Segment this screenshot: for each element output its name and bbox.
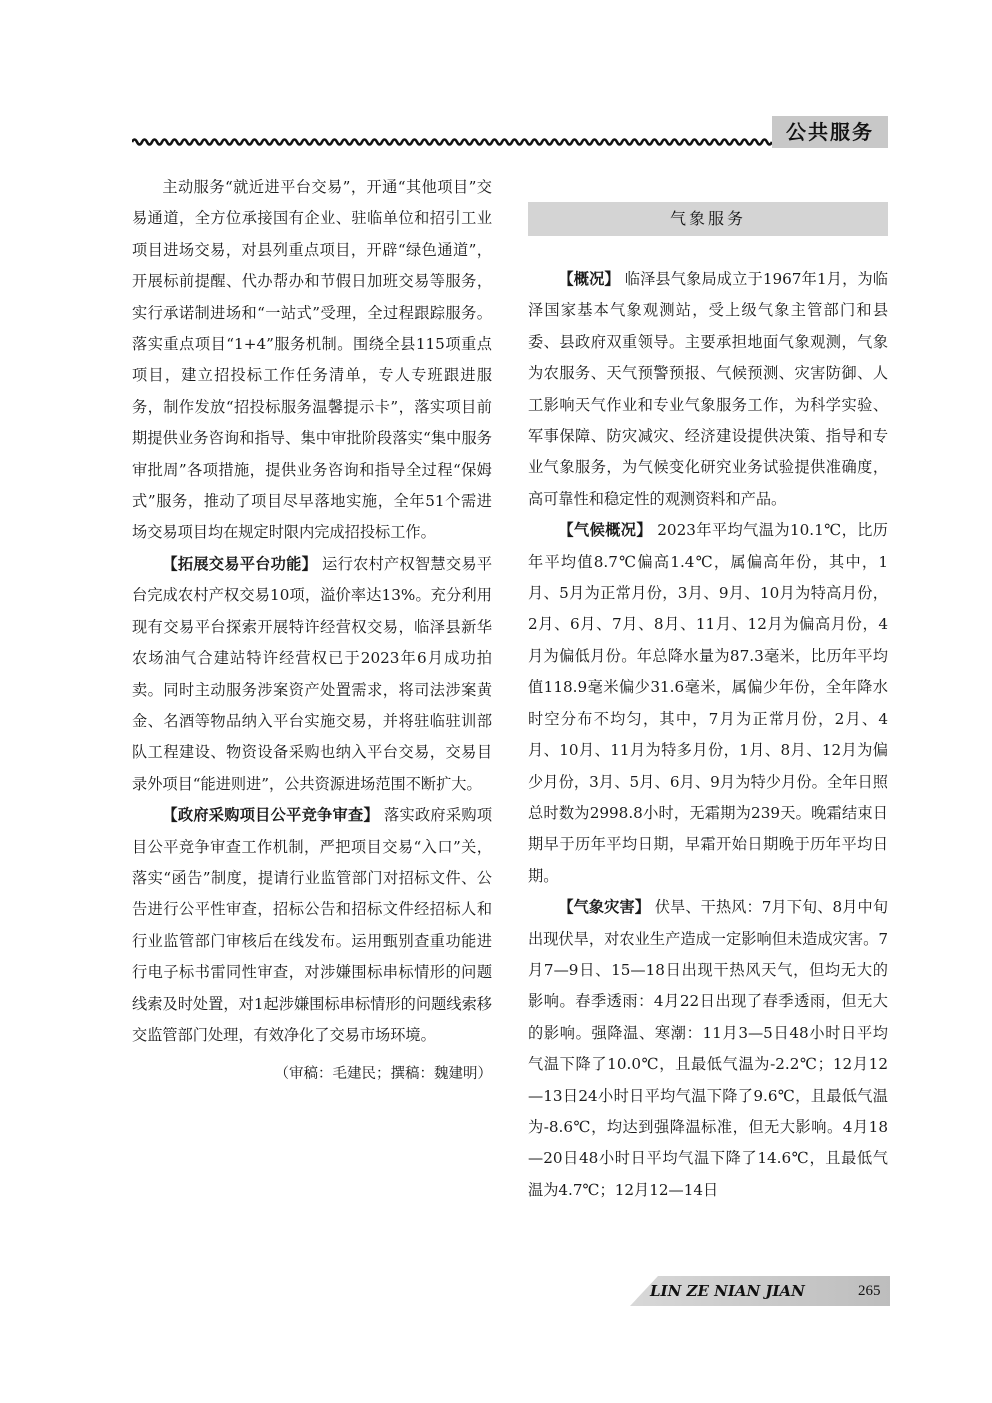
subsection-heading: 【拓展交易平台功能】 (162, 554, 318, 573)
paragraph-text: 落实政府采购项目公平竞争审查工作机制，严把项目交易“入口”关，落实“函告”制度，提请行业监管部门对招标文件、公告进行公平性审查，招标公告和招标文件经招标人和行业监管部门审核后在线发布。运用甄别查重功能进行电子标书雷同性审查，对涉嫌围标串标情形的问题线索及时处置，对1起涉嫌围标串标情形的问题线索移交监管部门处理，有效净化了交易市场环境。 (132, 806, 493, 1044)
subsection-heading: 【概况】 (558, 270, 620, 288)
paragraph-text: 2023年平均气温为10.1℃，比历年平均值8.7℃偏高1.4℃，属偏高年份，其中，1月、5月为正常月份，3月、9月、10月为特高月份，2月、6月、7月、8月、11月、12月为偏高月份，4月为偏低月份。年总降水量为87.3毫米，比历年平均值118.9毫米偏少31.6毫米，属偏少年份，全年降水时空分布不均匀，其中，7月为正常月份，2月、4月、10月、11月为特多月份，1月、8月、12月为偏少月份，3月、5月、6月、9月为特少月份。全年日照总时数为2998.8小时，无霜期为239天。晚霜结束日期早于历年平均日期，早霜开始日期晚于历年平均日期。 (528, 521, 888, 885)
journal-name: LIN ZE NIAN JIAN (650, 1282, 805, 1300)
right-column (528, 264, 888, 1206)
paragraph (132, 549, 492, 800)
paragraph-text: 伏旱、干热风：7月下旬、8月中旬出现伏旱，对农业生产造成一定影响但未造成灾害。7月7—9日、15—18日出现干热风天气，但均无大的影响。春季透雨：4月22日出现了春季透雨，但无大的影响。强降温、寒潮：11月3—5日48小时日平均气温下降了10.0℃，且最低气温为-2.2℃；12月12—13日24小时日平均气温下降了9.6℃，且最低气温为-8.6℃，均达到强降温标准，但无大影响。4月18—20日48小时日平均气温下降了14.6℃，且最低气温为4.7℃；12月12—14日 (528, 898, 889, 1199)
credit-line: （审稿：毛建民；撰稿：魏建明） (274, 1066, 492, 1083)
paragraph: 主动服务“就近进平台交易”，开通“其他项目”交易通道，全方位承接国有企业、驻临单位和招引工业项目进场交易，对县列重点项目，开辟“绿色通道”，开展标前提醒、代办帮办和节假日加班交易等服务，实行承诺制进场和“一站式”受理，全过程跟踪服务。落实重点项目“1+4”服务机制。围绕全县115项重点项目，建立招投标工作任务清单，专人专班跟进服务，制作发放“招投标服务温馨提示卡”，落实项目前期提供业务咨询和指导、集中审批阶段落实“集中服务审批周”各项措施，提供业务咨询和指导全过程“保姆式”服务，推动了项目尽早落地实施，全年51个需进场交易项目均在规定时限内完成招投标工作。 (132, 178, 492, 542)
subsection-heading: 【政府采购项目公平竞争审查】 (162, 806, 379, 825)
subsection-heading: 【气象灾害】 (558, 898, 650, 917)
paragraph-text: 运行农村产权智慧交易平台完成农村产权交易10项，溢价率达13%。充分利用现有交易平台探索开展特许经营权交易，临泽县新华农场油气合建站特许经营权已于2023年6月成功拍卖。同时主动服务涉案资产处置需求，将司法涉案黄金、名酒等物品纳入平台实施交易，并将驻临驻训部队工程建设、物资设备采购也纳入平台交易，交易目录外项目“能进则进”，公共资源进场范围不断扩大。 (132, 554, 493, 793)
section-title-bar: 气象服务 (528, 202, 888, 236)
paragraph (132, 800, 492, 1051)
subsection-heading: 【气候概况】 (558, 521, 653, 540)
page-number: 265 (858, 1283, 881, 1299)
paragraph (528, 515, 888, 892)
left-column (132, 172, 492, 1091)
section-tag: 公共服务 (772, 116, 888, 148)
paragraph (528, 892, 888, 1206)
paragraph (528, 264, 888, 515)
decorative-wave-rule (132, 134, 772, 150)
paragraph-text: 临泽县气象局成立于1967年1月，为临泽国家基本气象观测站，受上级气象主管部门和县委、县政府双重领导。主要承担地面气象观测，气象为农服务、天气预警预报、气候预测、灾害防御、人工影响天气作业和专业气象服务工作，为科学实验、军事保障、防灾减灾、经济建设提供决策、指导和专业气象服务，为气候变化研究业务试验提供准确度，高可靠性和稳定性的观测资料和产品。 (528, 270, 888, 508)
